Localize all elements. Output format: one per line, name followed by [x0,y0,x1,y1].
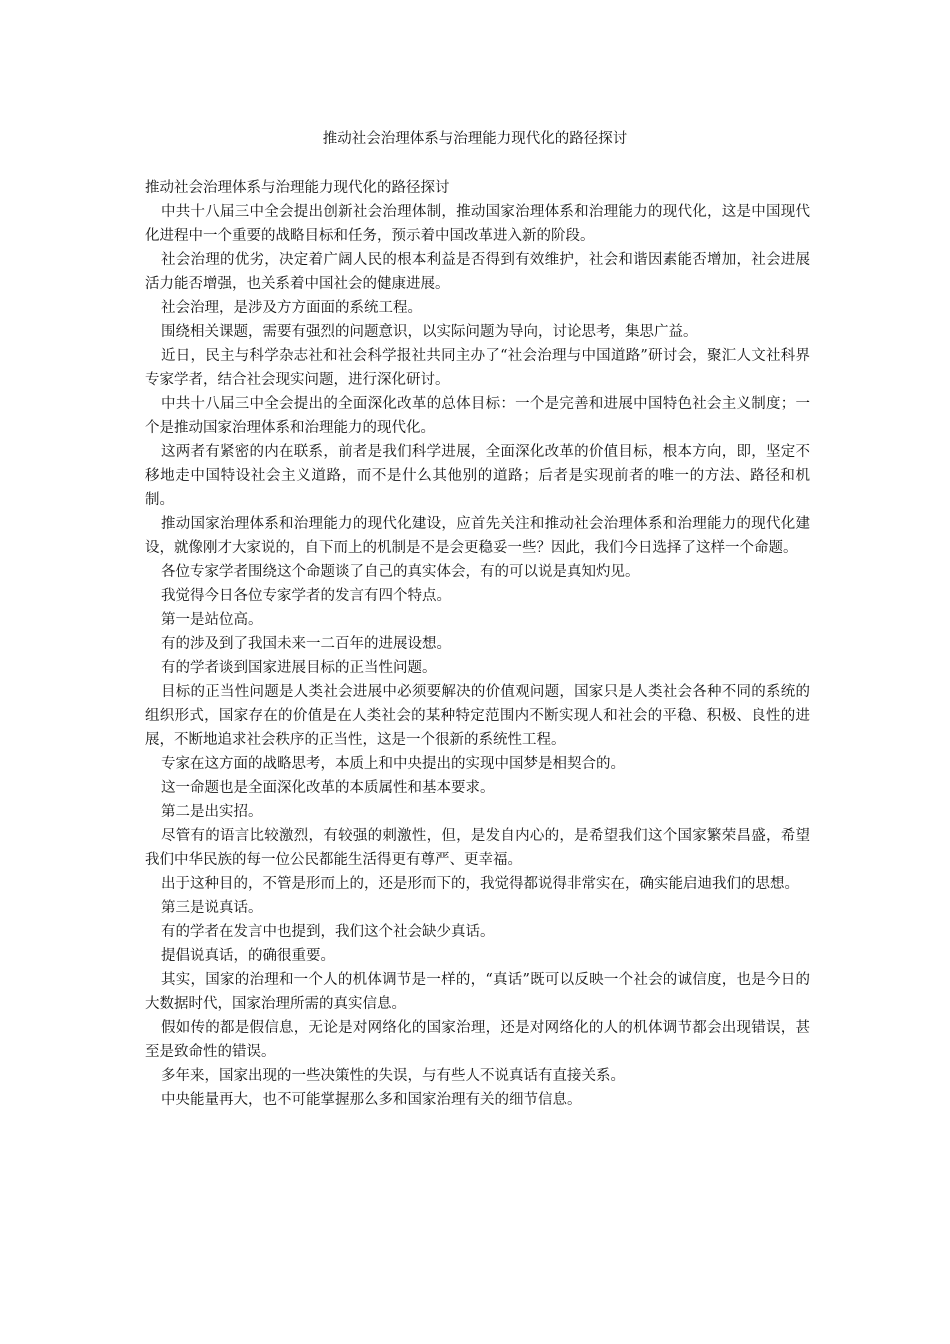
paragraph: 目标的正当性问题是人类社会进展中必须要解决的价值观问题，国家只是人类社会各种不同的系统的组织形式，国家存在的价值是在人类社会的某种特定范围内不断实现人和社会的平稳、积极、良性的进展，不断地追求社会秩序的正当性，这是一个很新的系统性工程。 [145,684,810,748]
paragraph: 近日，民主与科学杂志社和社会科学报社共同主办了“社会治理与中国道路”研讨会，聚汇人文社科界专家学者，结合社会现实问题，进行深化研讨。 [145,348,810,388]
paragraph: 其实，国家的治理和一个人的机体调节是一样的，“真话”既可以反映一个社会的诚信度，也是今日的大数据时代，国家治理所需的真实信息。 [145,972,810,1012]
paragraph: 有的学者在发言中也提到，我们这个社会缺少真话。 [161,924,495,940]
paragraph: 提倡说真话，的确很重要。 [161,948,335,964]
paragraph: 第三是说真话。 [161,900,263,916]
paragraph: 围绕相关课题，需要有强烈的问题意识，以实际问题为导向，讨论思考，集思广益。 [161,324,698,340]
paragraph: 这一命题也是全面深化改革的本质属性和基本要求。 [161,780,495,796]
paragraph: 尽管有的语言比较激烈，有较强的刺激性，但，是发自内心的，是希望我们这个国家繁荣昌盛，希望我们中华民族的每一位公民都能生活得更有尊严、更幸福。 [145,828,810,868]
paragraph: 多年来，国家出现的一些决策性的失误，与有些人不说真话有直接关系。 [161,1068,625,1084]
paragraph: 假如传的都是假信息，无论是对网络化的国家治理，还是对网络化的人的机体调节都会出现错误，甚至是致命性的错误。 [145,1020,810,1060]
paragraph: 中央能量再大，也不可能掌握那么多和国家治理有关的细节信息。 [161,1092,582,1108]
paragraph: 出于这种目的，不管是形而上的，还是形而下的，我觉得都说得非常实在，确实能启迪我们的思想。 [161,876,799,892]
page-title: 推动社会治理体系与治理能力现代化的路径探讨 [322,131,628,147]
paragraph: 专家在这方面的战略思考，本质上和中央提出的实现中国梦是相契合的。 [161,756,625,772]
paragraph: 有的涉及到了我国未来一二百年的进展设想。 [161,636,451,652]
paragraph: 各位专家学者围绕这个命题谈了自己的真实体会，有的可以说是真知灼见。 [161,564,640,580]
paragraph: 有的学者谈到国家进展目标的正当性问题。 [161,660,437,676]
paragraph: 第一是站位高。 [161,612,263,628]
paragraph: 我觉得今日各位专家学者的发言有四个特点。 [161,588,451,604]
paragraph: 推动国家治理体系和治理能力的现代化建设，应首先关注和推动社会治理体系和治理能力的现代化建设，就像刚才大家说的，自下而上的机制是不是会更稳妥一些？因此，我们今日选择了这样一个命题。 [145,516,810,556]
paragraph: 社会治理的优劣，决定着广阔人民的根本利益是否得到有效维护，社会和谐因素能否增加，社会进展活力能否增强，也关系着中国社会的健康进展。 [145,252,810,292]
document-body [145,176,810,1112]
paragraph: 第二是出实招。 [161,804,263,820]
paragraph: 中共十八届三中全会提出创新社会治理体制，推动国家治理体系和治理能力的现代化，这是中国现代化进程中一个重要的战略目标和任务，预示着中国改革进入新的阶段。 [145,204,810,244]
paragraph: 这两者有紧密的内在联系，前者是我们科学进展，全面深化改革的价值目标，根本方向，即，坚定不移地走中国特设社会主义道路，而不是什么其他别的道路；后者是实现前者的唯一的方法、路径和机制。 [145,444,810,508]
document-subtitle: 推动社会治理体系与治理能力现代化的路径探讨 [145,180,450,196]
paragraph: 社会治理，是涉及方方面面的系统工程。 [161,300,422,316]
paragraph: 中共十八届三中全会提出的全面深化改革的总体目标：一个是完善和进展中国特色社会主义制度；一个是推动国家治理体系和治理能力的现代化。 [145,396,810,436]
